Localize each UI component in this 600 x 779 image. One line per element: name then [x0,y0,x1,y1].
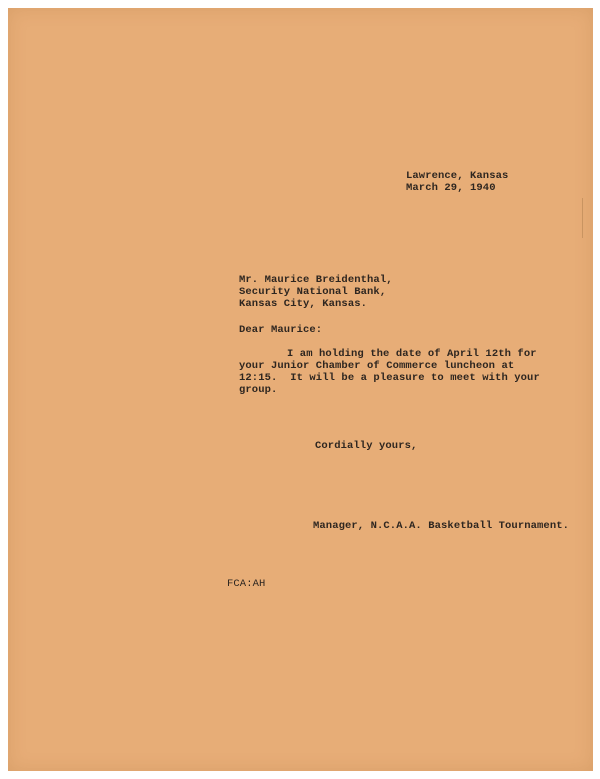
reference-initials: FCA:AH [227,578,266,590]
place-line: Lawrence, Kansas [406,170,509,182]
closing: Cordially yours, [315,440,418,452]
body-line-3: 12:15. It will be a pleasure to meet with your [239,372,540,384]
body-line-4: group. [239,384,278,396]
body-line-1: I am holding the date of April 12th for [287,348,537,360]
signature-title: Manager, N.C.A.A. Basketball Tournament. [313,520,570,532]
date-line: March 29, 1940 [406,182,496,194]
recipient-name: Mr. Maurice Breidenthal, [239,274,393,286]
salutation: Dear Maurice: [239,324,323,336]
body-line-2: your Junior Chamber of Commerce luncheon at [239,360,515,372]
paper-crease [582,198,583,238]
letter-page [8,8,593,771]
recipient-company: Security National Bank, [239,286,387,298]
recipient-city: Kansas City, Kansas. [239,298,368,310]
